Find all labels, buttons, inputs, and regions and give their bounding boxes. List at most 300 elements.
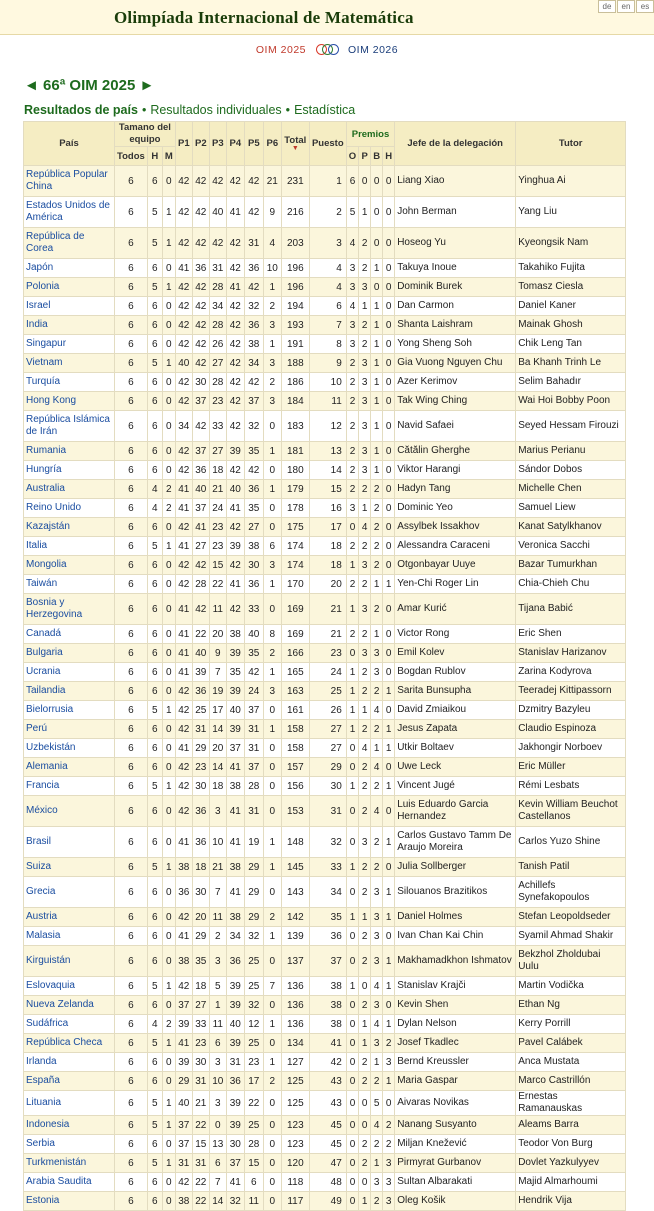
- cell-tutor[interactable]: Teodor Von Burg: [516, 1135, 626, 1154]
- cell-silver: 1: [359, 908, 371, 927]
- cell-country[interactable]: Italia: [24, 537, 115, 556]
- cell-p6: 0: [263, 796, 281, 827]
- cell-p5: 38: [244, 537, 263, 556]
- header-todos[interactable]: Todos: [115, 147, 148, 166]
- cell-tutor[interactable]: Sándor Dobos: [516, 461, 626, 480]
- cell-p3: 17: [209, 701, 226, 720]
- cell-tutor[interactable]: Chik Leng Tan: [516, 335, 626, 354]
- cell-tutor[interactable]: Chia-Chieh Chu: [516, 575, 626, 594]
- cell-p1: 40: [175, 354, 192, 373]
- cell-tutor[interactable]: Takahiko Fujita: [516, 259, 626, 278]
- cell-leader[interactable]: Dominic Yeo: [395, 499, 516, 518]
- cell-team-h: 6: [147, 625, 162, 644]
- cell-gold: 3: [346, 499, 358, 518]
- cell-tutor[interactable]: Martin Vodička: [516, 977, 626, 996]
- cell-leader[interactable]: Dominik Burek: [395, 278, 516, 297]
- cell-country[interactable]: Hong Kong: [24, 392, 115, 411]
- cell-country[interactable]: Estonia: [24, 1192, 115, 1211]
- cell-bronze: 1: [371, 575, 383, 594]
- cell-country[interactable]: España: [24, 1072, 115, 1091]
- cell-team-m: 0: [162, 411, 175, 442]
- cell-leader[interactable]: Julia Sollberger: [395, 858, 516, 877]
- tab-individual-results[interactable]: Resultados individuales: [150, 103, 282, 117]
- header-rank[interactable]: Puesto: [309, 122, 346, 166]
- cell-tutor[interactable]: Daniel Kaner: [516, 297, 626, 316]
- cell-team-h: 6: [147, 259, 162, 278]
- cell-country[interactable]: Bosnia y Herzegovina: [24, 594, 115, 625]
- cell-p4: 41: [226, 575, 244, 594]
- cell-team-h: 6: [147, 335, 162, 354]
- cell-country[interactable]: Tailandia: [24, 682, 115, 701]
- cell-tutor[interactable]: Samuel Liew: [516, 499, 626, 518]
- header-h[interactable]: H: [147, 147, 162, 166]
- cell-p5: 36: [244, 480, 263, 499]
- oim-2025-link[interactable]: OIM 2025: [255, 44, 306, 56]
- cell-tutor[interactable]: Bazar Tumurkhan: [516, 556, 626, 575]
- cell-tutor[interactable]: Aleams Barra: [516, 1116, 626, 1135]
- cell-country[interactable]: Perú: [24, 720, 115, 739]
- cell-team-all: 6: [115, 877, 148, 908]
- header-tutor[interactable]: Tutor: [516, 122, 626, 166]
- cell-total: 127: [281, 1053, 309, 1072]
- table-row: [24, 796, 626, 827]
- cell-tutor[interactable]: Kevin William Beuchot Castellanos: [516, 796, 626, 827]
- cell-p5: 30: [244, 556, 263, 575]
- cell-p3: 28: [209, 278, 226, 297]
- cell-tutor[interactable]: Dzmitry Bazyleu: [516, 701, 626, 720]
- cell-leader[interactable]: Nanang Susyanto: [395, 1116, 516, 1135]
- cell-leader[interactable]: Silouanos Brazitikos: [395, 877, 516, 908]
- cell-tutor[interactable]: Achillefs Synefakopoulos: [516, 877, 626, 908]
- cell-p1: 41: [175, 537, 192, 556]
- cell-tutor[interactable]: Ba Khanh Trinh Le: [516, 354, 626, 373]
- cell-p1: 31: [175, 1154, 192, 1173]
- cell-country[interactable]: Francia: [24, 777, 115, 796]
- cell-p6: 0: [263, 1116, 281, 1135]
- cell-country[interactable]: Uzbekistán: [24, 739, 115, 758]
- cell-country[interactable]: Nueva Zelanda: [24, 996, 115, 1015]
- cell-bronze: 1: [371, 1053, 383, 1072]
- cell-tutor[interactable]: Yang Liu: [516, 197, 626, 228]
- cell-country[interactable]: Irlanda: [24, 1053, 115, 1072]
- cell-leader[interactable]: Yen-Chi Roger Lin: [395, 575, 516, 594]
- table-row: [24, 392, 626, 411]
- cell-country[interactable]: República Islámica de Irán: [24, 411, 115, 442]
- cell-team-h: 5: [147, 1034, 162, 1053]
- cell-p6: 0: [263, 1154, 281, 1173]
- cell-leader[interactable]: Hadyn Tang: [395, 480, 516, 499]
- header-p5[interactable]: P5: [244, 122, 263, 166]
- cell-tutor[interactable]: Stanislav Harizanov: [516, 644, 626, 663]
- cell-country[interactable]: México: [24, 796, 115, 827]
- cell-country[interactable]: Israel: [24, 297, 115, 316]
- cell-p6: 0: [263, 1135, 281, 1154]
- cell-leader[interactable]: Otgonbayar Uuye: [395, 556, 516, 575]
- cell-country[interactable]: Bielorrusia: [24, 701, 115, 720]
- cell-team-h: 6: [147, 1135, 162, 1154]
- cell-honorable: 1: [383, 739, 395, 758]
- cell-leader[interactable]: Kevin Shen: [395, 996, 516, 1015]
- cell-team-h: 6: [147, 644, 162, 663]
- cell-country[interactable]: Turquía: [24, 373, 115, 392]
- cell-country[interactable]: Ucrania: [24, 663, 115, 682]
- cell-country[interactable]: India: [24, 316, 115, 335]
- cell-total: 194: [281, 297, 309, 316]
- cell-bronze: 1: [371, 354, 383, 373]
- cell-tutor[interactable]: Bekzhol Zholdubai Uulu: [516, 946, 626, 977]
- header-m[interactable]: M: [162, 147, 175, 166]
- cell-country[interactable]: Kazajstán: [24, 518, 115, 537]
- cell-country[interactable]: Taiwán: [24, 575, 115, 594]
- cell-p5: 6: [244, 1173, 263, 1192]
- cell-silver: 0: [359, 1116, 371, 1135]
- cell-rank: 2: [309, 197, 346, 228]
- cell-honorable: 1: [383, 827, 395, 858]
- cell-total: 203: [281, 228, 309, 259]
- cell-p6: 1: [263, 663, 281, 682]
- cell-leader[interactable]: Takuya Inoue: [395, 259, 516, 278]
- cell-total: 143: [281, 877, 309, 908]
- header-p6[interactable]: P6: [263, 122, 281, 166]
- cell-p2: 30: [192, 1053, 209, 1072]
- cell-tutor[interactable]: Marius Perianu: [516, 442, 626, 461]
- header-gold[interactable]: O: [346, 147, 358, 166]
- cell-p4: 34: [226, 927, 244, 946]
- cell-bronze: 1: [371, 259, 383, 278]
- lang-es-button[interactable]: es: [636, 0, 654, 13]
- cell-leader[interactable]: Sultan Albarakati: [395, 1173, 516, 1192]
- cell-leader[interactable]: Viktor Harangi: [395, 461, 516, 480]
- cell-p6: 1: [263, 927, 281, 946]
- table-row: [24, 297, 626, 316]
- cell-tutor[interactable]: Pavel Calábek: [516, 1034, 626, 1053]
- cell-p3: 15: [209, 556, 226, 575]
- cell-leader[interactable]: Shanta Laishram: [395, 316, 516, 335]
- cell-tutor[interactable]: Kyeongsik Nam: [516, 228, 626, 259]
- cell-country[interactable]: Brasil: [24, 827, 115, 858]
- cell-team-m: 0: [162, 758, 175, 777]
- table-row: [24, 858, 626, 877]
- cell-leader[interactable]: Alessandra Caraceni: [395, 537, 516, 556]
- cell-total: 148: [281, 827, 309, 858]
- header-honorable[interactable]: H: [383, 147, 395, 166]
- lang-de-button[interactable]: de: [598, 0, 616, 13]
- table-row: [24, 556, 626, 575]
- cell-tutor[interactable]: Seyed Hessam Firouzi: [516, 411, 626, 442]
- cell-total: 125: [281, 1072, 309, 1091]
- cell-tutor[interactable]: Carlos Yuzo Shine: [516, 827, 626, 858]
- header-silver[interactable]: P: [359, 147, 371, 166]
- cell-silver: 2: [359, 316, 371, 335]
- cell-team-h: 5: [147, 858, 162, 877]
- cell-bronze: 2: [371, 858, 383, 877]
- cell-bronze: 2: [371, 1192, 383, 1211]
- cell-gold: 1: [346, 663, 358, 682]
- cell-tutor[interactable]: Teeradej Kittipassorn: [516, 682, 626, 701]
- cell-p6: 0: [263, 594, 281, 625]
- cell-p6: 8: [263, 625, 281, 644]
- table-row: [24, 575, 626, 594]
- cell-p5: 40: [244, 625, 263, 644]
- cell-tutor[interactable]: Kerry Porrill: [516, 1015, 626, 1034]
- cell-p1: 42: [175, 758, 192, 777]
- cell-tutor[interactable]: Tomasz Ciesla: [516, 278, 626, 297]
- cell-leader[interactable]: Stanislav Krajči: [395, 977, 516, 996]
- cell-p3: 14: [209, 758, 226, 777]
- cell-leader[interactable]: Bogdan Rublov: [395, 663, 516, 682]
- cell-team-m: 2: [162, 499, 175, 518]
- cell-total: 156: [281, 777, 309, 796]
- site-title[interactable]: Olimpíada Internacional de Matemática: [114, 8, 414, 27]
- cell-tutor[interactable]: Syamil Ahmad Shakir: [516, 927, 626, 946]
- cell-gold: 0: [346, 1116, 358, 1135]
- cell-team-m: 1: [162, 1034, 175, 1053]
- cell-p2: 18: [192, 977, 209, 996]
- cell-tutor[interactable]: Hendrik Vija: [516, 1192, 626, 1211]
- cell-honorable: 0: [383, 663, 395, 682]
- cell-tutor[interactable]: Veronica Sacchi: [516, 537, 626, 556]
- cell-tutor[interactable]: Stefan Leopoldseder: [516, 908, 626, 927]
- cell-p5: 32: [244, 927, 263, 946]
- cell-leader[interactable]: Bernd Kreussler: [395, 1053, 516, 1072]
- cell-country[interactable]: República Checa: [24, 1034, 115, 1053]
- cell-team-all: 6: [115, 796, 148, 827]
- cell-rank: 24: [309, 663, 346, 682]
- cell-leader[interactable]: Oleg Košik: [395, 1192, 516, 1211]
- oim-2026-link[interactable]: OIM 2026: [348, 44, 399, 56]
- cell-gold: 2: [346, 480, 358, 499]
- cell-leader[interactable]: Miljan Knežević: [395, 1135, 516, 1154]
- cell-bronze: 2: [371, 1072, 383, 1091]
- cell-team-all: 6: [115, 166, 148, 197]
- cell-p4: 42: [226, 411, 244, 442]
- cell-p2: 30: [192, 777, 209, 796]
- cell-team-h: 6: [147, 1072, 162, 1091]
- cell-country[interactable]: Hungría: [24, 461, 115, 480]
- cell-silver: 3: [359, 644, 371, 663]
- cell-tutor[interactable]: Anca Mustata: [516, 1053, 626, 1072]
- cell-country[interactable]: Arabia Saudita: [24, 1173, 115, 1192]
- cell-leader[interactable]: Ivan Chan Kai Chin: [395, 927, 516, 946]
- cell-p3: 22: [209, 575, 226, 594]
- cell-tutor[interactable]: Tanish Patil: [516, 858, 626, 877]
- cell-leader[interactable]: Amar Kurić: [395, 594, 516, 625]
- cell-country[interactable]: Bulgaria: [24, 644, 115, 663]
- cell-country[interactable]: Polonia: [24, 278, 115, 297]
- cell-tutor[interactable]: Majid Almarhoumi: [516, 1173, 626, 1192]
- cell-country[interactable]: Kirguistán: [24, 946, 115, 977]
- cell-leader[interactable]: Assylbek Issakhov: [395, 518, 516, 537]
- cell-honorable: 2: [383, 1034, 395, 1053]
- cell-silver: 2: [359, 663, 371, 682]
- cell-p3: 11: [209, 908, 226, 927]
- cell-leader[interactable]: David Zmiaikou: [395, 701, 516, 720]
- cell-country[interactable]: Serbia: [24, 1135, 115, 1154]
- cell-leader[interactable]: Pirmyrat Gurbanov: [395, 1154, 516, 1173]
- header-p3[interactable]: P3: [209, 122, 226, 166]
- cell-p5: 15: [244, 1154, 263, 1173]
- cell-rank: 15: [309, 480, 346, 499]
- cell-tutor[interactable]: Wai Hoi Bobby Poon: [516, 392, 626, 411]
- cell-team-all: 6: [115, 228, 148, 259]
- header-p4[interactable]: P4: [226, 122, 244, 166]
- lang-en-button[interactable]: en: [617, 0, 635, 13]
- cell-p2: 21: [192, 1091, 209, 1116]
- cell-country[interactable]: Lituania: [24, 1091, 115, 1116]
- cell-team-all: 6: [115, 777, 148, 796]
- cell-leader[interactable]: Yong Sheng Soh: [395, 335, 516, 354]
- cell-p5: 12: [244, 1015, 263, 1034]
- cell-team-h: 6: [147, 518, 162, 537]
- cell-silver: 2: [359, 537, 371, 556]
- cell-leader[interactable]: Daniel Holmes: [395, 908, 516, 927]
- cell-leader[interactable]: Navid Safaei: [395, 411, 516, 442]
- cell-country[interactable]: Indonesia: [24, 1116, 115, 1135]
- cell-gold: 0: [346, 1091, 358, 1116]
- cell-tutor[interactable]: Dovlet Yazkulyyev: [516, 1154, 626, 1173]
- cell-leader[interactable]: Tak Wing Ching: [395, 392, 516, 411]
- cell-team-m: 0: [162, 373, 175, 392]
- cell-country[interactable]: Mongolia: [24, 556, 115, 575]
- cell-team-h: 5: [147, 278, 162, 297]
- cell-p6: 0: [263, 1091, 281, 1116]
- cell-country[interactable]: Japón: [24, 259, 115, 278]
- cell-p4: 31: [226, 1053, 244, 1072]
- cell-country[interactable]: Estados Unidos de América: [24, 197, 115, 228]
- cell-tutor[interactable]: Claudio Espinoza: [516, 720, 626, 739]
- cell-leader[interactable]: Sarita Bunsupha: [395, 682, 516, 701]
- cell-p6: 0: [263, 946, 281, 977]
- cell-leader[interactable]: Makhamadkhon Ishmatov: [395, 946, 516, 977]
- table-row: [24, 1015, 626, 1034]
- tab-statistics[interactable]: Estadística: [294, 103, 356, 117]
- header-country[interactable]: País: [24, 122, 115, 166]
- cell-leader[interactable]: Aivaras Novikas: [395, 1091, 516, 1116]
- cell-rank: 33: [309, 858, 346, 877]
- cell-bronze: 2: [371, 518, 383, 537]
- cell-tutor[interactable]: Kanat Satylkhanov: [516, 518, 626, 537]
- header-p2[interactable]: P2: [192, 122, 209, 166]
- table-row: [24, 625, 626, 644]
- cell-rank: 43: [309, 1072, 346, 1091]
- cell-leader[interactable]: Emil Kolev: [395, 644, 516, 663]
- cell-country[interactable]: Grecia: [24, 877, 115, 908]
- cell-tutor[interactable]: Mainak Ghosh: [516, 316, 626, 335]
- cell-tutor[interactable]: Rémi Lesbats: [516, 777, 626, 796]
- cell-country[interactable]: República Popular China: [24, 166, 115, 197]
- header-bronze[interactable]: B: [371, 147, 383, 166]
- cell-tutor[interactable]: Zarina Kodyrova: [516, 663, 626, 682]
- cell-leader[interactable]: Josef Tkadlec: [395, 1034, 516, 1053]
- cell-country[interactable]: Vietnam: [24, 354, 115, 373]
- header-leader[interactable]: Jefe de la delegación: [395, 122, 516, 166]
- cell-tutor[interactable]: Eric Shen: [516, 625, 626, 644]
- cell-team-m: 1: [162, 354, 175, 373]
- edition-selector[interactable]: ◄ 66ª OIM 2025 ►: [24, 77, 155, 94]
- cell-country[interactable]: Sudáfrica: [24, 1015, 115, 1034]
- cell-p4: 38: [226, 908, 244, 927]
- cell-country[interactable]: Rumania: [24, 442, 115, 461]
- cell-p1: 41: [175, 663, 192, 682]
- cell-silver: 1: [359, 1192, 371, 1211]
- cell-country[interactable]: Eslovaquia: [24, 977, 115, 996]
- cell-leader[interactable]: Maria Gaspar: [395, 1072, 516, 1091]
- cell-tutor[interactable]: Selim Bahadır: [516, 373, 626, 392]
- table-row: [24, 777, 626, 796]
- cell-team-m: 0: [162, 1053, 175, 1072]
- cell-country[interactable]: Malasia: [24, 927, 115, 946]
- cell-leader[interactable]: Carlos Gustavo Tamm De Araujo Moreira: [395, 827, 516, 858]
- cell-gold: 4: [346, 297, 358, 316]
- cell-leader[interactable]: Victor Rong: [395, 625, 516, 644]
- cell-tutor[interactable]: Tijana Babić: [516, 594, 626, 625]
- table-row: [24, 701, 626, 720]
- cell-leader[interactable]: Cătălin Gherghe: [395, 442, 516, 461]
- cell-country[interactable]: Suiza: [24, 858, 115, 877]
- cell-leader[interactable]: Dylan Nelson: [395, 1015, 516, 1034]
- cell-leader[interactable]: Liang Xiao: [395, 166, 516, 197]
- cell-leader[interactable]: Uwe Leck: [395, 758, 516, 777]
- cell-country[interactable]: Canadá: [24, 625, 115, 644]
- cell-bronze: 3: [371, 908, 383, 927]
- cell-team-h: 5: [147, 977, 162, 996]
- cell-p4: 42: [226, 259, 244, 278]
- cell-silver: 1: [359, 297, 371, 316]
- cell-tutor[interactable]: Michelle Chen: [516, 480, 626, 499]
- cell-team-all: 6: [115, 644, 148, 663]
- header-p1[interactable]: P1: [175, 122, 192, 166]
- header-total[interactable]: [281, 122, 309, 166]
- cell-country[interactable]: Turkmenistán: [24, 1154, 115, 1173]
- cell-country[interactable]: Alemania: [24, 758, 115, 777]
- cell-silver: 4: [359, 518, 371, 537]
- cell-total: 158: [281, 720, 309, 739]
- cell-country[interactable]: República de Corea: [24, 228, 115, 259]
- cell-country[interactable]: Austria: [24, 908, 115, 927]
- cell-tutor[interactable]: Ernestas Ramanauskas: [516, 1091, 626, 1116]
- cell-p1: 42: [175, 908, 192, 927]
- cell-leader[interactable]: Utkir Boltaev: [395, 739, 516, 758]
- cell-tutor[interactable]: Marco Castrillón: [516, 1072, 626, 1091]
- cell-p2: 23: [192, 1034, 209, 1053]
- tab-country-results[interactable]: Resultados de país: [24, 103, 138, 117]
- cell-leader[interactable]: Luis Eduardo Garcia Hernandez: [395, 796, 516, 827]
- cell-leader[interactable]: Dan Carmon: [395, 297, 516, 316]
- cell-country[interactable]: Singapur: [24, 335, 115, 354]
- cell-silver: 2: [359, 1154, 371, 1173]
- cell-p4: 39: [226, 996, 244, 1015]
- cell-p1: 39: [175, 1053, 192, 1072]
- cell-leader[interactable]: Jesus Zapata: [395, 720, 516, 739]
- cell-leader[interactable]: Gia Vuong Nguyen Chu: [395, 354, 516, 373]
- cell-p3: 1: [209, 996, 226, 1015]
- cell-p4: 41: [226, 1173, 244, 1192]
- cell-honorable: 0: [383, 297, 395, 316]
- cell-leader[interactable]: John Berman: [395, 197, 516, 228]
- cell-leader[interactable]: Vincent Jugé: [395, 777, 516, 796]
- cell-team-h: 6: [147, 739, 162, 758]
- cell-country[interactable]: Reino Unido: [24, 499, 115, 518]
- cell-p4: 38: [226, 858, 244, 877]
- cell-tutor[interactable]: Yinghua Ai: [516, 166, 626, 197]
- cell-total: 179: [281, 480, 309, 499]
- cell-tutor[interactable]: Ethan Ng: [516, 996, 626, 1015]
- cell-leader[interactable]: Hoseog Yu: [395, 228, 516, 259]
- cell-tutor[interactable]: Jakhongir Norboev: [516, 739, 626, 758]
- cell-tutor[interactable]: Eric Müller: [516, 758, 626, 777]
- cell-leader[interactable]: Azer Kerimov: [395, 373, 516, 392]
- cell-country[interactable]: Australia: [24, 480, 115, 499]
